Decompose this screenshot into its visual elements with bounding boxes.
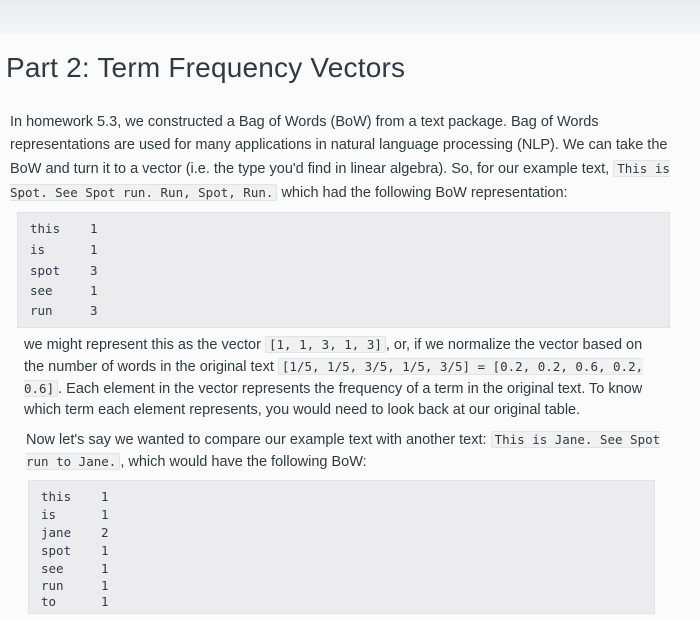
term-cell: spot <box>41 543 72 558</box>
count-cell: 1 <box>101 507 109 522</box>
table-row <box>29 489 654 508</box>
intro-text: In homework 5.3, we constructed a Bag of Words (BoW) from a text package. Bag of Words representations are used for many applications in natural language processing (NLP). We can take the BoW and turn it to a vector (i.e. the type you'd find in linear algebra). So, for our example text, <box>10 114 668 177</box>
term-cell: is <box>41 507 57 522</box>
table-row <box>29 594 654 613</box>
count-cell: 1 <box>90 283 98 298</box>
table-row <box>18 303 669 322</box>
bow-table-1 <box>17 212 670 328</box>
table-row <box>18 242 669 261</box>
term-cell: run <box>30 303 53 318</box>
page-title: Part 2: Term Frequency Vectors <box>6 52 406 83</box>
vector-text-mid: , or, if we normalize the vector based on the number of words in the original text <box>24 337 643 375</box>
term-cell: see <box>30 283 53 298</box>
term-cell: is <box>30 242 46 257</box>
table-row <box>29 525 654 544</box>
vector-text-end: . Each element in the vector represents the frequency of a term in the original text. To know which term each element represents, you would need to look back at our original table. <box>24 381 643 418</box>
vector-text: we might represent this as the vector <box>24 337 261 353</box>
compare-text: Now let's say we wanted to compare our example text with another text: <box>26 432 487 448</box>
term-cell: this <box>41 489 72 504</box>
count-cell: 1 <box>101 561 109 576</box>
count-cell: 3 <box>90 303 98 318</box>
second-example-code: This is Jane. See Spot run to Jane. <box>26 432 661 469</box>
top-band <box>0 0 700 34</box>
term-cell: see <box>41 561 64 576</box>
table-row <box>18 263 669 282</box>
compare-paragraph <box>26 429 666 473</box>
count-cell: 2 <box>101 525 109 540</box>
table-row <box>18 283 669 302</box>
term-cell: jane <box>41 525 72 540</box>
term-cell: this <box>30 221 61 236</box>
intro-text-end: which had the following BoW representation: <box>281 185 568 201</box>
bow-table-2 <box>28 480 655 614</box>
term-cell: to <box>41 594 57 609</box>
intro-paragraph <box>10 111 690 205</box>
count-cell: 1 <box>101 543 109 558</box>
content-page <box>0 34 700 619</box>
vector-paragraph <box>24 334 664 421</box>
table-row <box>29 543 654 562</box>
count-cell: 1 <box>90 242 98 257</box>
term-cell: run <box>41 578 64 593</box>
example-text-code: This is Spot. See Spot run. Run, Spot, Run. <box>10 161 670 200</box>
count-cell: 1 <box>101 594 109 609</box>
count-cell: 3 <box>90 263 98 278</box>
count-cell: 1 <box>101 578 109 593</box>
count-cell: 1 <box>90 221 98 236</box>
compare-text-end: , which would have the following BoW: <box>120 454 367 470</box>
count-cell: 1 <box>101 489 109 504</box>
normalized-vector-code: [1/5, 1/5, 3/5, 1/5, 3/5] = [0.2, 0.2, 0.6, 0.2, 0.6] <box>24 359 644 396</box>
vector-code: [1, 1, 3, 1, 3] <box>265 336 386 353</box>
table-row <box>18 221 669 240</box>
term-cell: spot <box>30 263 61 278</box>
table-row <box>29 507 654 526</box>
